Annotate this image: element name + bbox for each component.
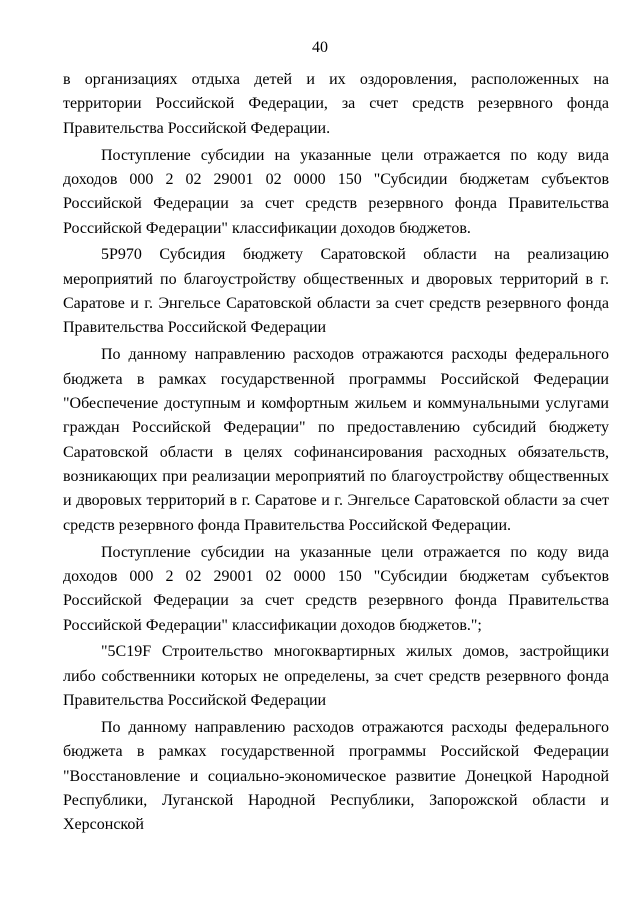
paragraph-1: в организациях отдыха детей и их оздоровления, расположенных на территории Российской Федерации, за счет средств резервного фонда Правительства Российской Федерации. [63,71,609,137]
paragraph-4: По данному направлению расходов отражаются расходы федерального бюджета в рамках государственной программы Российской Федерации "Обеспечение доступным и комфортным жильем и коммунальными услугами граждан Российской Федерации" по предоставлению субсидий бюджету Саратовской области в целях софинансирования расходных обязательств, возникающих при реализации мероприятий по благоустройству общественных и дворовых территорий в г. Саратове и г. Энгельсе Саратовской области за счет средств резервного фонда Правительства Российской Федерации. [63,346,609,534]
paragraph-3: 5Р970 Субсидия бюджету Саратовской области на реализацию мероприятий по благоустройству общественных и дворовых территорий в г. Саратове и г. Энгельсе Саратовской области за счет средств резервного фонда Правительства Российской Федерации [63,246,609,337]
paragraph-5: Поступление субсидии на указанные цели отражается по коду вида доходов 000 2 02 29001 02 0000 150 "Субсидии бюджетам субъектов Российской Федерации за счет средств резервного фонда Правительства Российской Федерации" классификации доходов бюджетов."; [63,543,609,634]
paragraph-6: "5С19F Строительство многоквартирных жилых домов, застройщики либо собственники которых не определены, за счет средств резервного фонда Правительства Российской Федерации [63,643,609,710]
paragraph-2: Поступление субсидии на указанные цели отражается по коду вида доходов 000 2 02 29001 02 0000 150 "Субсидии бюджетам субъектов Российской Федерации за счет средств резервного фонда Правительства Российской Федерации" классификации доходов бюджетов. [63,146,609,237]
document-body [63,68,609,840]
paragraph-7: По данному направлению расходов отражаются расходы федерального бюджета в рамках государственной программы Российской Федерации "Восстановление и социально-экономическое развитие Донецкой Народной Республики, Луганской Народной Республики, Запорожской области и Херсонской [63,718,609,834]
page-number: 40 [312,39,328,56]
